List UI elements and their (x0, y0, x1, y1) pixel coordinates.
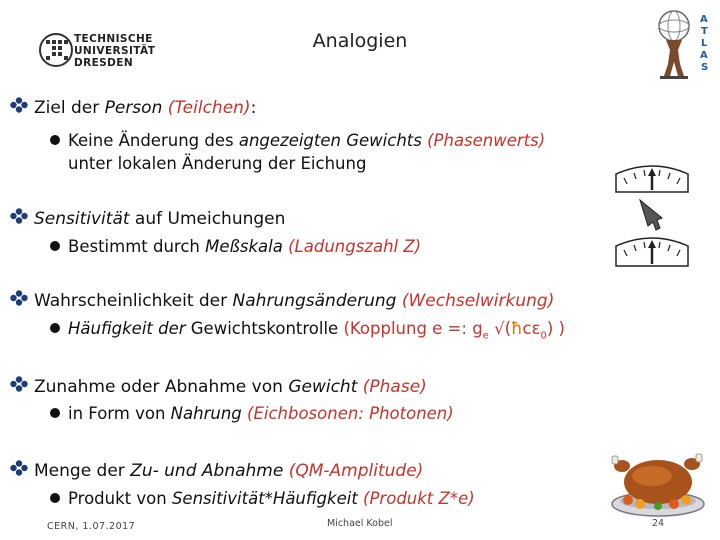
scale-gauge-icon (610, 160, 694, 232)
diamond-bullet-icon (10, 376, 28, 398)
sub-change: in Form von Nahrung (Eichbosonen: Photonen) (50, 403, 454, 425)
sub-amount: Produkt von Sensitivität*Häufigkeit (Produkt Z*e) (50, 488, 475, 510)
bullet-goal: Ziel der Person (Teilchen): (10, 97, 256, 119)
dot-bullet-icon (50, 323, 60, 333)
dot-bullet-icon (50, 241, 60, 251)
diamond-bullet-icon (10, 208, 28, 230)
page-number: 24 (652, 518, 665, 529)
svg-text:S: S (701, 62, 709, 73)
sub-probability: Häufigkeit der Gewichtskontrolle (Kopplung e =: $g_e$ √(ħcε$_0$) ) (50, 318, 565, 347)
dot-bullet-icon (50, 135, 60, 145)
bullet-amount: Menge der Zu- und Abnahme (QM-Amplitude) (10, 460, 423, 482)
page-title: Analogien (312, 30, 408, 52)
roast-turkey-icon (608, 438, 706, 520)
sub-sensitivity: Bestimmt durch Meßskala (Ladungszahl Z) (50, 236, 421, 258)
bullet-change: Zunahme oder Abnahme von Gewicht (Phase) (10, 376, 427, 398)
pointer-arrow-icon (640, 200, 662, 230)
footer-author: Michael Kobel (327, 518, 393, 529)
diamond-bullet-icon (10, 290, 28, 312)
atlas-logo-icon (654, 6, 716, 80)
sub-goal: Keine Änderung des angezeigten Gewichts (Phasenwerts) (50, 130, 545, 152)
dot-bullet-icon (50, 493, 60, 503)
diamond-bullet-icon (10, 460, 28, 482)
footer-date: CERN, 1.07.2017 (47, 521, 136, 532)
svg-text:T: T (701, 26, 708, 37)
svg-text:A: A (700, 14, 708, 25)
svg-text:L: L (701, 38, 708, 49)
bullet-probability: Wahrscheinlichkeit der Nahrungsänderung (Wechselwirkung) (10, 290, 554, 312)
dot-bullet-icon (50, 408, 60, 418)
sub-goal-line2: unter lokalen Änderung der Eichung (68, 154, 367, 173)
svg-text:A: A (700, 50, 708, 61)
bullet-sensitivity: Sensitivität auf Umeichungen (10, 208, 285, 230)
diamond-bullet-icon (10, 97, 28, 119)
scale-gauge-icon (610, 232, 694, 272)
tud-logo-text: TECHNISCHE UNIVERSITÄT DRESDEN (74, 33, 156, 69)
